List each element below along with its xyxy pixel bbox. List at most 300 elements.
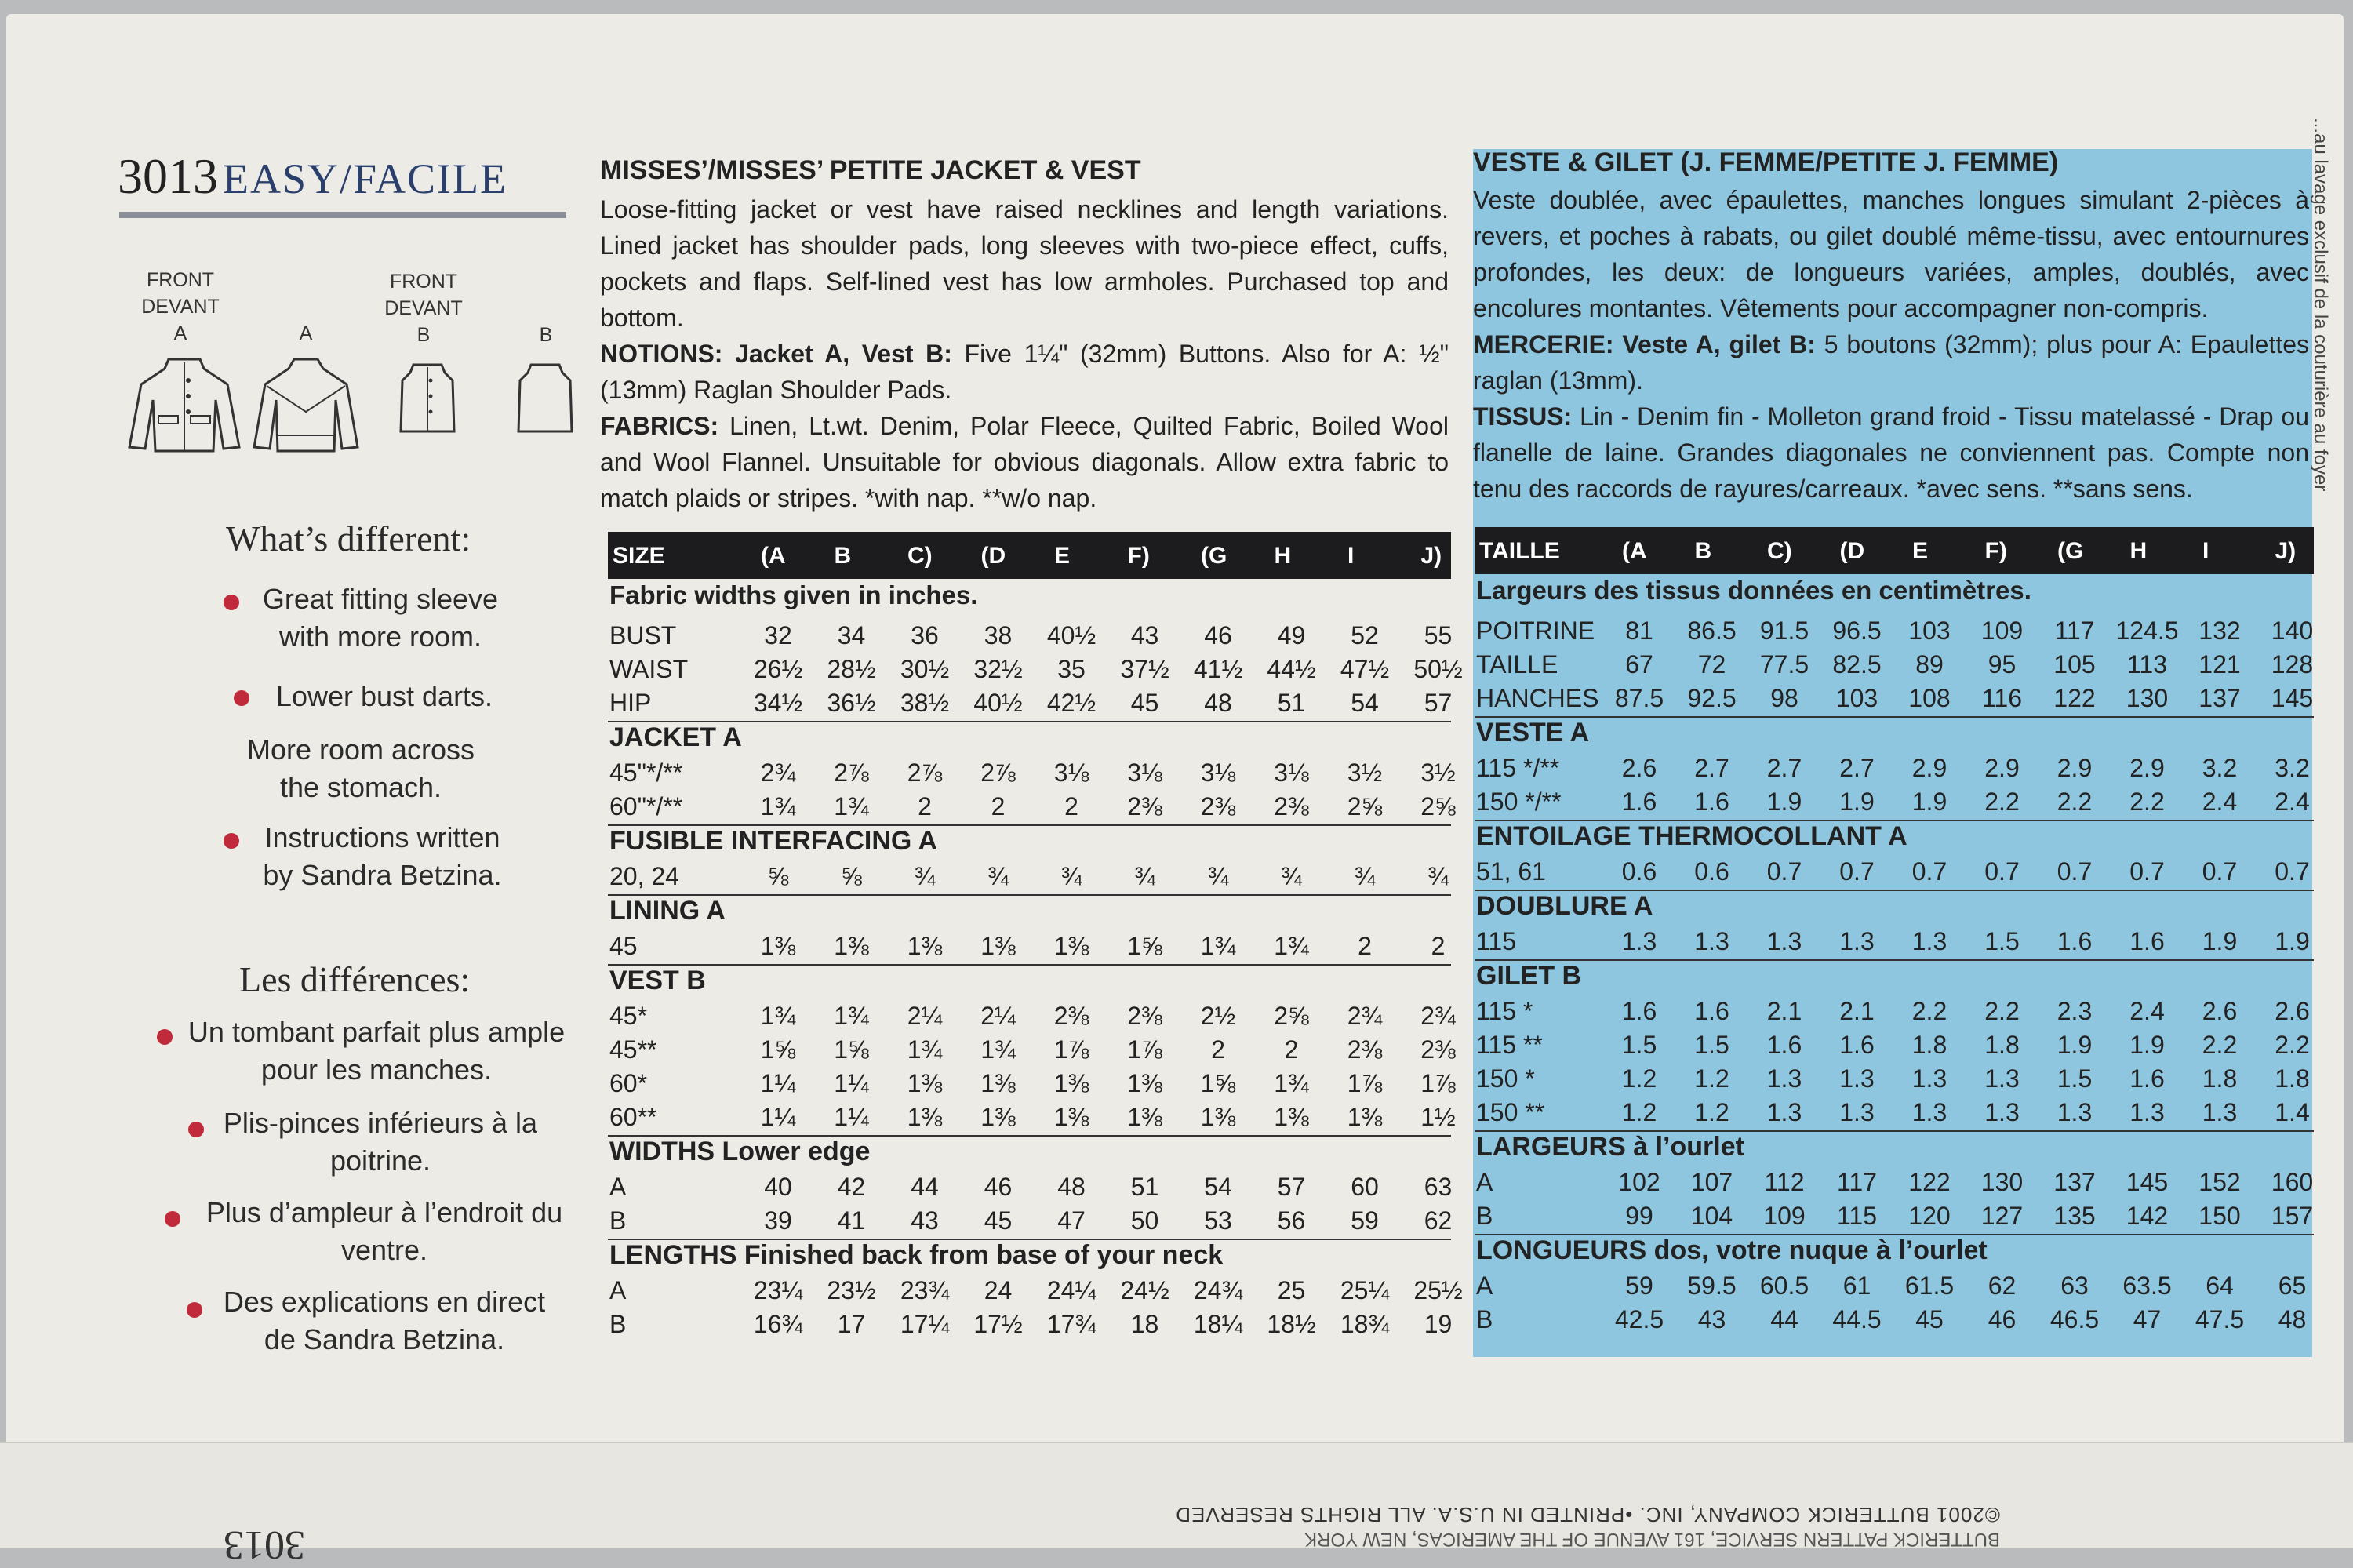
table-cell: 117: [2054, 617, 2095, 645]
table-cell: 42: [837, 1173, 866, 1201]
table-cell: 102: [1618, 1168, 1660, 1196]
size-column-header: E: [1912, 538, 1929, 564]
table-cell: 2.7: [1766, 754, 1802, 782]
table-cell: 1.6: [1621, 997, 1657, 1025]
table-cell: 54: [1351, 689, 1379, 717]
table-cell: 41½: [1193, 655, 1243, 683]
size-column-header: I: [1347, 543, 1355, 569]
table-cell: 2: [1211, 1035, 1225, 1064]
table-cell: 17¾: [1046, 1310, 1096, 1338]
table-cell: 1⅜: [1053, 1103, 1089, 1131]
table-cell: 3.2: [2202, 754, 2238, 782]
table-cell: 24¾: [1193, 1276, 1243, 1304]
table-cell: 128: [2271, 650, 2314, 678]
table-row: [609, 859, 1453, 893]
size-column-header: I: [2202, 538, 2209, 564]
table-cell: 137: [2198, 684, 2241, 712]
table-cell: 3⅛: [1200, 759, 1236, 787]
table-cell: 2.2: [2202, 1031, 2238, 1059]
section-heading: VESTE A: [1476, 718, 1590, 748]
row-label: 60"*/**: [609, 792, 683, 820]
difference-item: Plis-pinces inférieurs à la poitrine.: [223, 1107, 538, 1177]
table-cell: 46: [984, 1173, 1013, 1201]
row-label: 150 **: [1476, 1098, 1545, 1126]
table-cell: 1.9: [2129, 1031, 2165, 1059]
section-heading: LENGTHS Finished back from base of your neck: [609, 1240, 1224, 1270]
table-cell: 39: [764, 1206, 792, 1235]
table-row: [1476, 1199, 2315, 1233]
table-cell: 47: [1057, 1206, 1086, 1235]
table-cell: 2.2: [1911, 997, 1947, 1025]
pattern-number: 3013: [118, 148, 218, 204]
table-cell: 18¾: [1340, 1310, 1390, 1338]
section-divider: [1475, 716, 2314, 718]
table-cell: 60.5: [1759, 1271, 1809, 1300]
table-cell: 1.9: [1839, 788, 1875, 816]
table-cell: 113: [2126, 650, 2167, 678]
section-divider: [608, 964, 1451, 966]
table-cell: 46: [1988, 1305, 2017, 1333]
table-row: [1476, 784, 2315, 819]
fabrics-label: FABRICS:: [600, 412, 719, 440]
row-label: B: [1476, 1202, 1493, 1230]
section-heading: GILET B: [1476, 961, 1582, 991]
table-cell: 18½: [1267, 1310, 1316, 1338]
row-label: WAIST: [609, 655, 689, 683]
table-cell: 45: [984, 1206, 1013, 1235]
table-cell: 61: [1842, 1271, 1871, 1300]
table-cell: 30½: [900, 655, 950, 683]
section-heading: LONGUEURS dos, votre nuque à l’ourlet: [1476, 1235, 1988, 1265]
table-cell: 1¼: [760, 1103, 796, 1131]
table-cell: 60: [1351, 1173, 1379, 1201]
table-cell: 91.5: [1759, 617, 1809, 645]
view-label-back-b: [530, 322, 562, 348]
table-cell: 1.2: [1694, 1098, 1729, 1126]
size-header-label: SIZE: [613, 543, 665, 569]
bullet-icon: [187, 1302, 202, 1318]
table-cell: 25½: [1413, 1276, 1463, 1304]
table-cell: 137: [2053, 1168, 2096, 1196]
table-cell: 1.6: [1694, 997, 1729, 1025]
row-label: 51, 61: [1476, 857, 1546, 886]
size-column-header: (D: [980, 543, 1006, 569]
table-cell: 1.8: [2202, 1064, 2238, 1093]
table-cell: 2⅝: [1420, 792, 1456, 820]
table-cell: 1.6: [1621, 788, 1657, 816]
row-label: POITRINE: [1476, 617, 1595, 645]
table-row: [609, 755, 1456, 790]
bullet-icon: [224, 595, 239, 610]
table-cell: 62: [1988, 1271, 2017, 1300]
table-cell: 1⅜: [907, 1069, 943, 1097]
table-cell: 150: [2198, 1202, 2241, 1230]
table-cell: 107: [1690, 1168, 1733, 1196]
table-cell: 1.2: [1694, 1064, 1729, 1093]
table-cell: 1¾: [760, 792, 796, 820]
row-label: HANCHES: [1476, 684, 1599, 712]
table-cell: 72: [1697, 650, 1726, 678]
row-label: 45"*/**: [609, 759, 683, 787]
title-underline: [119, 212, 566, 218]
table-cell: 1.6: [2129, 927, 2165, 955]
pattern-level: EASY/FACILE: [223, 155, 508, 202]
table-cell: 28½: [827, 655, 876, 683]
table-cell: 0.6: [1694, 857, 1729, 886]
table-cell: 42.5: [1614, 1305, 1664, 1333]
table-cell: 1.3: [1839, 1064, 1875, 1093]
table-cell: ¾: [1427, 862, 1449, 890]
table-cell: 1¾: [907, 1035, 943, 1064]
table-cell: 135: [2053, 1202, 2096, 1230]
row-label: 60**: [609, 1103, 657, 1131]
table-cell: 109: [1980, 617, 2024, 645]
difference-item: Lower bust darts.: [275, 680, 493, 712]
table-cell: 122: [2053, 684, 2096, 712]
table-cell: ⅝: [767, 862, 789, 890]
section-heading: ENTOILAGE THERMOCOLLANT A: [1476, 821, 1907, 851]
table-cell: 38½: [900, 689, 950, 717]
row-label: 115 */**: [1476, 754, 1560, 782]
size-column-header: (A: [1622, 538, 1647, 564]
difference-item: Plus d’ampleur à l’endroit du ventre.: [205, 1196, 563, 1266]
table-cell: 2.1: [1766, 997, 1802, 1025]
table-cell: 1⅜: [1053, 932, 1089, 960]
section-heading: JACKET A: [609, 722, 742, 752]
table-cell: 1.5: [1694, 1031, 1729, 1059]
table-cell: 2.9: [1911, 754, 1947, 782]
pattern-title: [118, 147, 507, 206]
table-cell: 1⅜: [907, 932, 943, 960]
notions-bold: Jacket A, Vest B:: [735, 340, 952, 368]
row-label: B: [609, 1206, 627, 1235]
table-cell: 2¾: [1347, 1002, 1383, 1030]
table-cell: 24: [984, 1276, 1013, 1304]
table-cell: 109: [1763, 1202, 1806, 1230]
table-cell: 1.5: [2057, 1064, 2093, 1093]
table-cell: 2⅜: [1053, 1002, 1089, 1030]
table-cell: 1.3: [1766, 1098, 1802, 1126]
difference-item: More room across the stomach.: [246, 733, 475, 803]
row-label: 20, 24: [609, 862, 679, 890]
table-cell: 1⅜: [1127, 1103, 1162, 1131]
table-cell: 1.3: [1911, 1064, 1947, 1093]
table-row: [1476, 751, 2315, 785]
table-cell: ¾: [1354, 862, 1376, 890]
table-cell: 0.7: [1839, 857, 1875, 886]
table-cell: 19: [1424, 1310, 1453, 1338]
table-cell: 1⅞: [1420, 1069, 1456, 1097]
table-cell: 2.9: [2057, 754, 2093, 782]
view-label-line: B: [539, 324, 553, 346]
row-label: 150 */**: [1476, 788, 1562, 816]
french-title: VESTE & GILET (J. FEMME/PETITE J. FEMME): [1473, 147, 2059, 177]
table-cell: 16¾: [753, 1310, 803, 1338]
row-label: 60*: [609, 1069, 648, 1097]
table-cell: 23¼: [753, 1276, 803, 1304]
copyright-line: ©2001 BUTTERICK COMPANY, INC. •PRINTED IN U.S.A. ALL RIGHTS RESERVED: [1175, 1503, 2000, 1526]
table-cell: 116: [1981, 684, 2022, 712]
bullet-icon: [234, 690, 249, 706]
table-cell: 1⅜: [1274, 1103, 1309, 1131]
english-title: MISSES’/MISSES’ PETITE JACKET & VEST: [600, 155, 1141, 185]
table-cell: 0.7: [2057, 857, 2093, 886]
table-cell: 98: [1770, 684, 1798, 712]
table-cell: 36: [911, 621, 939, 649]
table-cell: 62: [1424, 1206, 1453, 1235]
table-row: [609, 686, 1453, 720]
table-cell: 1.3: [1839, 1098, 1875, 1126]
table-cell: 115: [1836, 1202, 1877, 1230]
table-cell: 45: [1130, 689, 1159, 717]
table-row: [1476, 647, 2315, 682]
table-cell: 92.5: [1687, 684, 1737, 712]
table-cell: 2.4: [2275, 788, 2310, 816]
table-cell: 2.9: [1984, 754, 2020, 782]
table-cell: 1⅝: [760, 1035, 796, 1064]
table-row: [1476, 1095, 2315, 1130]
table-cell: 3.2: [2275, 754, 2310, 782]
table-cell: 2⅜: [1127, 1002, 1162, 1030]
table-cell: 57: [1424, 689, 1453, 717]
table-cell: 49: [1277, 621, 1306, 649]
table-cell: 1.3: [1766, 1064, 1802, 1093]
table-cell: 2: [1284, 1035, 1299, 1064]
table-cell: 1.8: [2275, 1064, 2310, 1093]
table-cell: 2.4: [2202, 788, 2238, 816]
table-cell: 2.6: [1621, 754, 1657, 782]
table-cell: 48: [1057, 1173, 1086, 1201]
table-cell: ¾: [1207, 862, 1229, 890]
table-cell: 1.6: [2129, 1064, 2165, 1093]
table-cell: 2¾: [760, 759, 796, 787]
table-cell: 64: [2206, 1271, 2234, 1300]
table-cell: 2.6: [2202, 997, 2238, 1025]
table-cell: 0.7: [2202, 857, 2238, 886]
table-row: [609, 929, 1453, 963]
table-cell: 65: [2278, 1271, 2307, 1300]
table-cell: 2: [1431, 932, 1446, 960]
size-column-header: B: [1694, 538, 1712, 564]
table-cell: 38: [984, 621, 1013, 649]
table-cell: 0.7: [1911, 857, 1947, 886]
table-row: [609, 1032, 1456, 1067]
table-cell: 2.2: [2275, 1031, 2310, 1059]
table-cell: 48: [1204, 689, 1232, 717]
table-cell: 1¾: [760, 1002, 796, 1030]
english-description: [600, 191, 1449, 516]
french-description: [1473, 182, 2309, 507]
row-label: A: [609, 1173, 627, 1201]
table-cell: 26½: [753, 655, 803, 683]
table-cell: 17¼: [900, 1310, 950, 1338]
table-cell: 1.3: [1984, 1098, 2020, 1126]
view-label-line: A: [299, 322, 313, 344]
table-row: [609, 999, 1456, 1033]
whats-different-heading: What’s different:: [226, 518, 471, 558]
table-cell: 1⅝: [1200, 1069, 1236, 1097]
size-header-bar: [608, 532, 1451, 579]
table-cell: 96.5: [1832, 617, 1882, 645]
table-cell: 132: [2198, 617, 2241, 645]
table-cell: 2½: [1200, 1002, 1236, 1030]
table-cell: 1⅞: [1347, 1069, 1383, 1097]
table-cell: 1.6: [1839, 1031, 1875, 1059]
table-cell: 1.3: [1984, 1064, 2020, 1093]
table-cell: 63: [1424, 1173, 1453, 1201]
notions-label: NOTIONS:: [600, 340, 723, 368]
table-cell: 2⅝: [1347, 792, 1383, 820]
table-cell: 3⅛: [1127, 759, 1162, 787]
table-cell: 152: [2198, 1168, 2241, 1196]
table-cell: ⅝: [841, 862, 862, 890]
table-cell: ¾: [987, 862, 1009, 890]
table-cell: 3⅛: [1053, 759, 1089, 787]
table-cell: 1¼: [760, 1069, 796, 1097]
table-cell: 1¾: [1274, 932, 1309, 960]
table-cell: 59: [1625, 1271, 1653, 1300]
table-cell: 44: [1770, 1305, 1798, 1333]
view-label-line: A: [173, 322, 187, 344]
table-cell: 103: [1908, 617, 1951, 645]
table-cell: 2⅜: [1127, 792, 1162, 820]
table-cell: 1.5: [1621, 1031, 1657, 1059]
table-cell: 2.4: [2129, 997, 2165, 1025]
bullet-icon: [188, 1122, 204, 1137]
table-cell: 24¼: [1046, 1276, 1096, 1304]
table-cell: 36½: [827, 689, 876, 717]
table-cell: 2⅜: [1347, 1035, 1383, 1064]
table-cell: 52: [1351, 621, 1379, 649]
difference-item: Des explications en direct de Sandra Betzina.: [223, 1286, 546, 1355]
description-text: Loose-fitting jacket or vest have raised necklines and length variations. Lined jacket has shoulder pads, long sleeves with two-piece effect, cuffs, pockets and flaps. Self-lined vest has low armholes. Purchased top and bottom.: [600, 195, 1449, 332]
table-cell: 1¾: [834, 792, 869, 820]
table-cell: 50½: [1413, 655, 1463, 683]
table-cell: 3½: [1420, 759, 1456, 787]
section-heading: FUSIBLE INTERFACING A: [609, 826, 938, 856]
table-cell: 87.5: [1614, 684, 1664, 712]
table-cell: 140: [2271, 617, 2314, 645]
table-cell: 63.5: [2122, 1271, 2172, 1300]
table-cell: 2.3: [2057, 997, 2093, 1025]
table-cell: 2⅞: [907, 759, 943, 787]
size-column-header: C): [907, 543, 933, 569]
bullet-icon: [165, 1211, 180, 1227]
size-column-header: (D: [1839, 538, 1865, 564]
table-row: [609, 1203, 1453, 1238]
table-cell: 1⅜: [1200, 1103, 1236, 1131]
table-cell: 124.5: [2115, 617, 2179, 645]
row-label: 115 *: [1476, 997, 1533, 1025]
size-column-header: H: [2129, 538, 2148, 564]
table-cell: 1.9: [1766, 788, 1802, 816]
table-cell: 47: [2133, 1305, 2162, 1333]
table-cell: 44.5: [1832, 1305, 1882, 1333]
table-cell: 48: [2278, 1305, 2307, 1333]
table-cell: 1.8: [1984, 1031, 2020, 1059]
table-row: [609, 1307, 1453, 1341]
table-cell: 47½: [1340, 655, 1390, 683]
table-cell: 46: [1204, 621, 1232, 649]
table-row: [609, 652, 1463, 686]
table-cell: 99: [1625, 1202, 1653, 1230]
table-cell: 86.5: [1687, 617, 1737, 645]
row-label: 45: [609, 932, 638, 960]
table-cell: 44: [911, 1173, 939, 1201]
difference-item: Instructions written by Sandra Betzina.: [263, 821, 502, 891]
row-label: A: [609, 1276, 627, 1304]
table-cell: 2⅝: [1274, 1002, 1309, 1030]
widths-note: Fabric widths given in inches.: [609, 580, 978, 609]
table-cell: 130: [1980, 1168, 2024, 1196]
section-heading: WIDTHS Lower edge: [609, 1137, 871, 1166]
size-column-header: F): [1984, 538, 2007, 564]
size-header-label: TAILLE: [1479, 538, 1560, 564]
table-cell: 61.5: [1904, 1271, 1955, 1300]
table-cell: 25¼: [1340, 1276, 1390, 1304]
row-label: A: [1476, 1271, 1493, 1300]
table-row: [1476, 1302, 2315, 1337]
table-cell: 2.6: [2275, 997, 2310, 1025]
row-label: 115 **: [1476, 1031, 1543, 1059]
table-cell: 56: [1277, 1206, 1306, 1235]
row-label: HIP: [609, 689, 652, 717]
table-row: [1476, 1165, 2315, 1199]
table-cell: 2⅞: [980, 759, 1016, 787]
table-cell: 127: [1980, 1202, 2024, 1230]
table-cell: 1.9: [2275, 927, 2310, 955]
table-row: [609, 1273, 1463, 1308]
table-cell: 3⅛: [1274, 759, 1309, 787]
table-cell: 1.6: [1766, 1031, 1802, 1059]
view-label-line: B: [416, 324, 431, 346]
table-cell: 1.6: [1694, 788, 1729, 816]
table-cell: 43: [1697, 1305, 1726, 1333]
table-cell: 47.5: [2195, 1305, 2245, 1333]
view-label-line: FRONT: [389, 271, 458, 293]
table-cell: 2⅜: [1274, 792, 1309, 820]
table-row: [609, 618, 1453, 653]
view-label-back-a: [290, 320, 322, 347]
table-cell: 122: [1908, 1168, 1951, 1196]
section-heading: LARGEURS à l’ourlet: [1476, 1132, 1744, 1162]
row-label: B: [1476, 1305, 1493, 1333]
table-row: [1476, 1061, 2315, 1096]
table-cell: ¾: [914, 862, 936, 890]
table-cell: 1⅜: [834, 932, 869, 960]
table-cell: 54: [1204, 1173, 1232, 1201]
mercerie-label: MERCERIE:: [1473, 330, 1614, 358]
row-label: 115: [1476, 927, 1517, 955]
table-cell: 44½: [1267, 655, 1316, 683]
table-cell: 34: [837, 621, 866, 649]
table-cell: 89: [1915, 650, 1944, 678]
les-differences-heading: Les différences:: [239, 959, 471, 999]
table-row: [609, 1066, 1456, 1101]
table-row: [609, 789, 1456, 824]
table-cell: 2⅜: [1420, 1035, 1456, 1064]
view-label-front-a: [133, 267, 227, 347]
size-column-header: C): [1767, 538, 1792, 564]
table-row: [1476, 1268, 2315, 1303]
table-cell: 157: [2271, 1202, 2314, 1230]
table-cell: 45: [1915, 1305, 1944, 1333]
mercerie-bold: Veste A, gilet B:: [1622, 330, 1816, 358]
table-cell: 1.9: [1911, 788, 1947, 816]
table-cell: 0.7: [1766, 857, 1802, 886]
table-cell: 1¾: [1200, 932, 1236, 960]
table-cell: 1⅜: [980, 1103, 1016, 1131]
